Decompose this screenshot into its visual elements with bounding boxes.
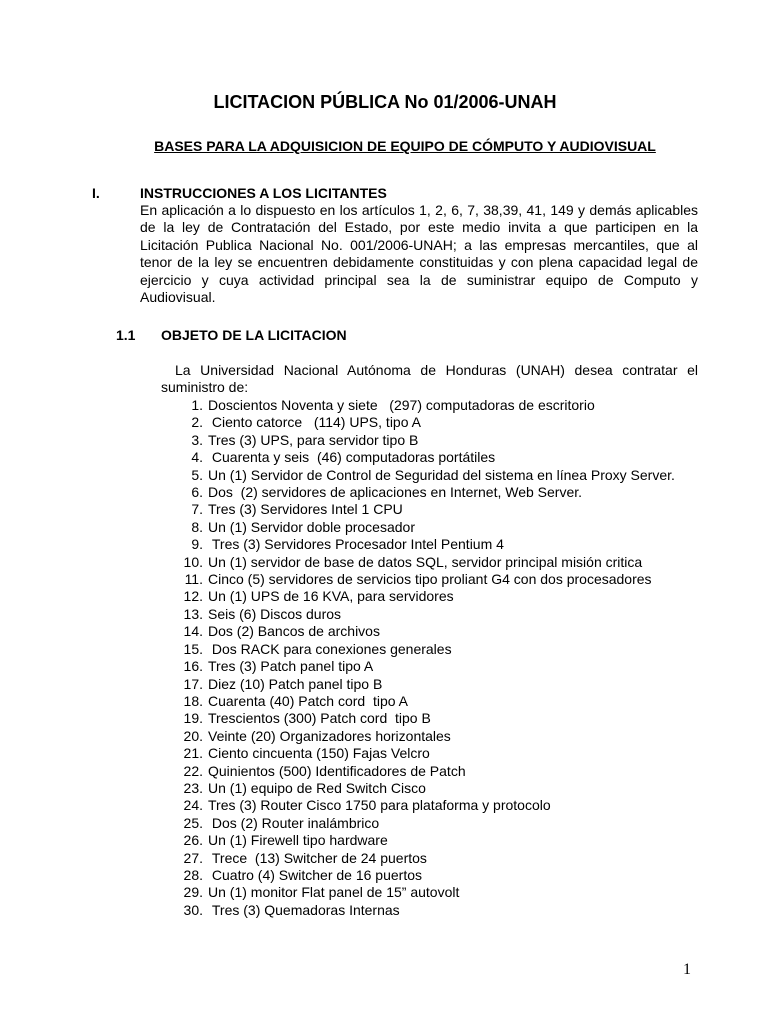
list-item-text: Trece (13) Switcher de 24 puertos	[208, 849, 427, 866]
list-item	[161, 414, 698, 431]
list-item-number-text: 3.	[191, 431, 203, 448]
list-item-number-text: 25.	[183, 814, 203, 831]
list-item-text: Ciento catorce (114) UPS, tipo A	[208, 414, 421, 431]
list-item-number	[161, 902, 208, 919]
list-item	[161, 554, 698, 571]
list-item	[161, 850, 698, 867]
list-item-number	[161, 536, 208, 553]
list-item-number-text: 15.	[183, 640, 203, 657]
list-item	[161, 797, 698, 814]
list-item-number	[161, 745, 208, 762]
document-subtitle	[0, 138, 770, 155]
list-item-text: Tres (3) Servidores Procesador Intel Pentium 4	[208, 536, 504, 553]
list-item-number-text: 17.	[183, 675, 203, 692]
list-item-number	[161, 780, 208, 797]
list-item-number	[161, 832, 208, 849]
list-item	[161, 501, 698, 518]
list-item-text: Doscientos Noventa y siete (297) computadoras de escritorio	[208, 397, 595, 413]
list-item-text: Cuatro (4) Switcher de 16 puertos	[208, 866, 422, 883]
list-item-number	[161, 797, 208, 814]
list-item	[161, 745, 698, 762]
list-item-number	[161, 571, 208, 588]
list-item-number-text: 5.	[191, 466, 203, 483]
list-item-number	[161, 658, 208, 675]
list-item-text: Un (1) servidor de base de datos SQL, servidor principal misión critica	[208, 553, 643, 570]
list-item-number	[161, 815, 208, 832]
list-item-text: Tres (3) Patch panel tipo A	[208, 658, 374, 675]
list-item-number-text: 4.	[191, 449, 203, 466]
list-item-number-text: 21.	[183, 745, 203, 762]
list-item-number	[161, 414, 208, 431]
list-item-number	[161, 449, 208, 466]
list-item	[161, 606, 698, 623]
list-item-text: Seis (6) Discos duros	[208, 605, 342, 622]
list-item-text: Quinientos (500) Identificadores de Patch	[208, 762, 466, 779]
list-item	[161, 780, 698, 797]
list-item-number	[161, 588, 208, 605]
list-item-text: Veinte (20) Organizadores horizontales	[208, 727, 451, 744]
list-item-number-text: 10.	[183, 553, 203, 570]
list-item-number	[161, 641, 208, 658]
list-item-number-text: 12.	[183, 588, 203, 605]
list-item-text: Dos RACK para conexiones generales	[208, 640, 452, 657]
list-item	[161, 693, 698, 710]
list-item-number-text: 26.	[183, 832, 203, 849]
list-item	[161, 588, 698, 605]
list-item	[161, 832, 698, 849]
list-item-number	[161, 850, 208, 867]
section-number: I.	[92, 185, 100, 201]
section-heading: INSTRUCCIONES A LOS LICITANTES	[140, 185, 387, 201]
list-item-text: Dos (2) Router inalámbrico	[208, 814, 380, 831]
supply-item-list	[161, 397, 698, 919]
list-item	[161, 763, 698, 780]
list-item	[161, 536, 698, 553]
subsection-number: 1.1	[116, 327, 136, 343]
list-item-number-text: 28.	[183, 866, 203, 883]
list-item	[161, 449, 698, 466]
document-subtitle-text: BASES PARA LA ADQUISICION DE EQUIPO DE CÓMPUTO Y AUDIOVISUAL	[154, 138, 656, 154]
list-item-number-text: 30.	[183, 901, 203, 918]
list-item-text: Un (1) UPS de 16 KVA, para servidores	[208, 588, 454, 605]
list-item-number-text: 19.	[183, 710, 203, 727]
list-item-text: Ciento cincuenta (150) Fajas Velcro	[208, 745, 430, 762]
list-item	[161, 467, 698, 484]
list-item	[161, 641, 698, 658]
list-item	[161, 867, 698, 884]
list-item	[161, 884, 698, 901]
list-item-text: Cuarenta y seis (46) computadoras portátiles	[208, 449, 496, 466]
list-item-number	[161, 763, 208, 780]
list-item-number-text: 22.	[183, 762, 203, 779]
list-item-number-text: 29.	[183, 884, 203, 901]
list-item-number-text: 27.	[183, 849, 203, 866]
list-item-number-text: 2.	[191, 414, 203, 431]
list-item	[161, 902, 698, 919]
list-item	[161, 571, 698, 588]
page-number: 1	[683, 961, 691, 978]
list-item-text: Dos (2) servidores de aplicaciones en Internet, Web Server.	[208, 484, 583, 501]
section-paragraph: En aplicación a lo dispuesto en los artículos 1, 2, 6, 7, 38,39, 41, 149 y demás aplicables de la ley de Contratación del Estado, por este medio invita a que participen en la Licitación Publica Nacional No. 001/2006-UNAH; a las empresas mercantiles, que al tenor de la ley se encuentren debidamente constituidas y con plena capacidad legal de ejercicio y cuya actividad principal sea la de suministrar equipo de Computo y Audiovisual.	[140, 202, 698, 306]
list-item-number-text: 1.	[191, 397, 203, 413]
list-item-number	[161, 484, 208, 501]
list-item-text: Cuarenta (40) Patch cord tipo A	[208, 692, 408, 709]
list-item-text: Trescientos (300) Patch cord tipo B	[208, 710, 431, 727]
list-item-text: Un (1) Firewell tipo hardware	[208, 832, 388, 849]
list-item-number-text: 11.	[184, 571, 203, 588]
list-item-text: Un (1) equipo de Red Switch Cisco	[208, 779, 426, 796]
list-item-text: Diez (10) Patch panel tipo B	[208, 675, 383, 692]
document-title: LICITACION PÚBLICA No 01/2006-UNAH	[213, 92, 557, 112]
list-item-text: Tres (3) Router Cisco 1750 para plataforma y protocolo	[208, 797, 551, 814]
list-item	[161, 623, 698, 640]
list-item-number-text: 6.	[191, 484, 203, 501]
list-item-number	[161, 397, 208, 414]
list-item-text: Un (1) monitor Flat panel de 15” autovolt	[208, 884, 460, 901]
list-item-number	[161, 710, 208, 727]
list-item-number	[161, 884, 208, 901]
list-item-number	[161, 623, 208, 640]
list-item-text: Tres (3) Servidores Intel 1 CPU	[208, 501, 403, 518]
subsection-heading: OBJETO DE LA LICITACION	[161, 327, 347, 343]
list-item-number	[161, 606, 208, 623]
list-item	[161, 397, 698, 414]
list-item-text: Un (1) Servidor doble procesador	[208, 518, 415, 535]
list-item-number	[161, 867, 208, 884]
list-item-number-text: 8.	[191, 518, 203, 535]
list-item-number	[161, 519, 208, 536]
list-item-number	[161, 501, 208, 518]
list-item-text: Dos (2) Bancos de archivos	[208, 623, 380, 640]
list-item-number-text: 23.	[183, 779, 203, 796]
list-item	[161, 658, 698, 675]
list-item-number	[161, 676, 208, 693]
list-item-text: Cinco (5) servidores de servicios tipo proliant G4 con dos procesadores	[208, 571, 652, 588]
list-item	[161, 484, 698, 501]
list-item-number	[161, 693, 208, 710]
list-item-number-text: 18.	[183, 692, 203, 709]
subsection-intro: La Universidad Nacional Autónoma de Honduras (UNAH) desea contratar el suministro de:	[161, 362, 698, 396]
list-item	[161, 519, 698, 536]
list-item-number-text: 24.	[183, 797, 203, 814]
list-item-number-text: 20.	[183, 727, 203, 744]
list-item-text: Tres (3) Quemadoras Internas	[208, 901, 400, 918]
list-item	[161, 815, 698, 832]
list-item	[161, 728, 698, 745]
list-item-text: Tres (3) UPS, para servidor tipo B	[208, 431, 419, 448]
list-item-number	[161, 554, 208, 571]
list-item-number-text: 14.	[183, 623, 203, 640]
list-item-number	[161, 467, 208, 484]
list-item-text: Un (1) Servidor de Control de Seguridad del sistema en línea Proxy Server.	[208, 466, 675, 483]
list-item-number	[161, 728, 208, 745]
list-item-number-text: 16.	[183, 658, 203, 675]
list-item	[161, 676, 698, 693]
list-item-number-text: 13.	[183, 605, 203, 622]
list-item-number-text: 9.	[191, 536, 203, 553]
list-item-number	[161, 432, 208, 449]
list-item-number-text: 7.	[191, 501, 203, 518]
list-item	[161, 710, 698, 727]
list-item	[161, 432, 698, 449]
